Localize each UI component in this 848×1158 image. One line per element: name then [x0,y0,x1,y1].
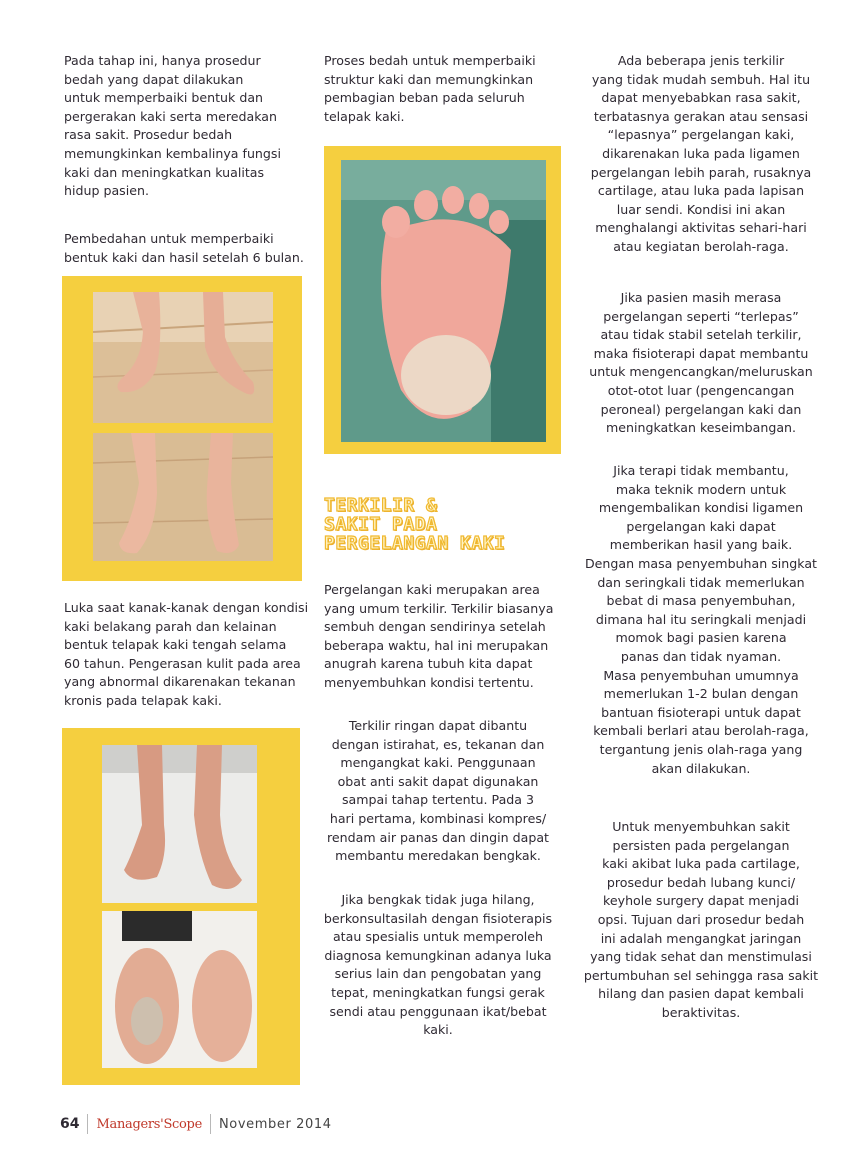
page-number: 64 [60,1116,80,1132]
col2-paragraph-3: Jika bengkak tidak juga hilang, berkonsultasilah dengan fisioterapis atau spesialis untuk memperoleh diagnosa kemungkinan adanya luka serius lain dan pengobatan yang tepat, meningkatkan fungsi gerak sendi atau penggunaan ikat/bebat kaki. [323,892,553,1038]
footer-divider [87,1114,88,1134]
feet-after-photo [93,433,273,561]
col2-paragraph-1: Pergelangan kaki merupakan area yang umum terkilir. Terkilir biasanya sembuh dengan sendirinya setelah beberapa waktu, hal ini merupakan anugrah karena tubuh kita dapat menyembuhkan kondisi tertentu. [324,582,554,690]
col3-paragraph-1: Ada beberapa jenis terkilir yang tidak mudah sembuh. Hal itu dapat menyebabkan rasa sakit, terbatasnya gerakan atau sensasi “lepasnya” pergelangan kaki, dikarenakan luka pada ligamen pergelangan lebih parah, rusaknya cartilage, atau luka pada lapisan luar sendi. Kondisi ini akan menghalangi aktivitas sehari-hari atau kegiatan berolah-raga. [590,53,812,254]
footer-divider [210,1114,211,1134]
deformed-foot-photo [102,745,257,903]
magazine-logo: Managers'Scope [96,1116,202,1132]
foot-sole-photo [341,160,546,442]
photo-caption-3: Proses bedah untuk memperbaiki struktur kaki dan memungkinkan pembagian beban pada seluruh telapak kaki. [324,53,536,124]
calloused-soles-photo [102,911,257,1068]
photo-frame-2 [62,728,300,1085]
photo-frame-3 [324,146,561,454]
col3-paragraph-4: Untuk menyembuhkan sakit persisten pada pergelangan kaki akibat luka pada cartilage, prosedur bedah lubang kunci/ keyhole surgery dapat menjadi opsi. Tujuan dari prosedur bedah ini adalah mengangkat jaringan yang tidak sehat dan menstimulasi pertumbuhan sel sehingga rasa sakit hilang dan pasien dapat kembali beraktivitas. [583,819,819,1020]
issue-date: November 2014 [218,1116,332,1132]
photo-caption-1: Pembedahan untuk memperbaiki bentuk kaki dan hasil setelah 6 bulan. [64,231,304,265]
photo-frame-1 [62,276,302,581]
col3-paragraph-3: Jika terapi tidak membantu, maka teknik modern untuk mengembalikan kondisi ligamen pergelangan kaki dapat memberikan hasil yang baik. Dengan masa penyembuhan singkat dan seringkali tidak memerlukan bebat di masa penyembuhan, dimana hal itu seringkali menjadi momok bagi pasien karena panas dan tidak nyaman. Masa penyembuhan umumnya memerlukan 1-2 bulan dengan bantuan fisioterapi untuk dapat kembali berlari atau berolah-raga, tergantung jenis olah-raga yang akan dilakukan. [584,463,817,776]
col1-paragraph-1: Pada tahap ini, hanya prosedur bedah yang dapat dilakukan untuk memperbaiki bentuk dan pergerakan kaki serta meredakan rasa sakit. Prosedur bedah memungkinkan kembalinya fungsi kaki dan meningkatkan kualitas hidup pasien. [64,53,281,199]
section-heading: TERKILIR & SAKIT PADA PERGELANGAN KAKI [324,495,506,554]
page-footer [60,1114,332,1134]
feet-before-photo [93,292,273,423]
col2-paragraph-2: Terkilir ringan dapat dibantu dengan istirahat, es, tekanan dan mengangkat kaki. Penggunaan obat anti sakit dapat digunakan sampai tahap tertentu. Pada 3 hari pertama, kombinasi kompres/ rendam air panas dan dingin dapat membantu meredakan bengkak. [327,718,549,864]
photo-caption-2: Luka saat kanak-kanak dengan kondisi kaki belakang parah dan kelainan bentuk telapak kaki tengah selama 60 tahun. Pengerasan kulit pada area yang abnormal dikarenakan tekanan kronis pada telapak kaki. [64,600,309,708]
col3-paragraph-2: Jika pasien masih merasa pergelangan seperti “terlepas” atau tidak stabil setelah terkilir, maka fisioterapi dapat membantu untuk mengencangkan/meluruskan otot-otot luar (pengencangan peroneal) pergelangan kaki dan meningkatkan keseimbangan. [589,290,813,436]
